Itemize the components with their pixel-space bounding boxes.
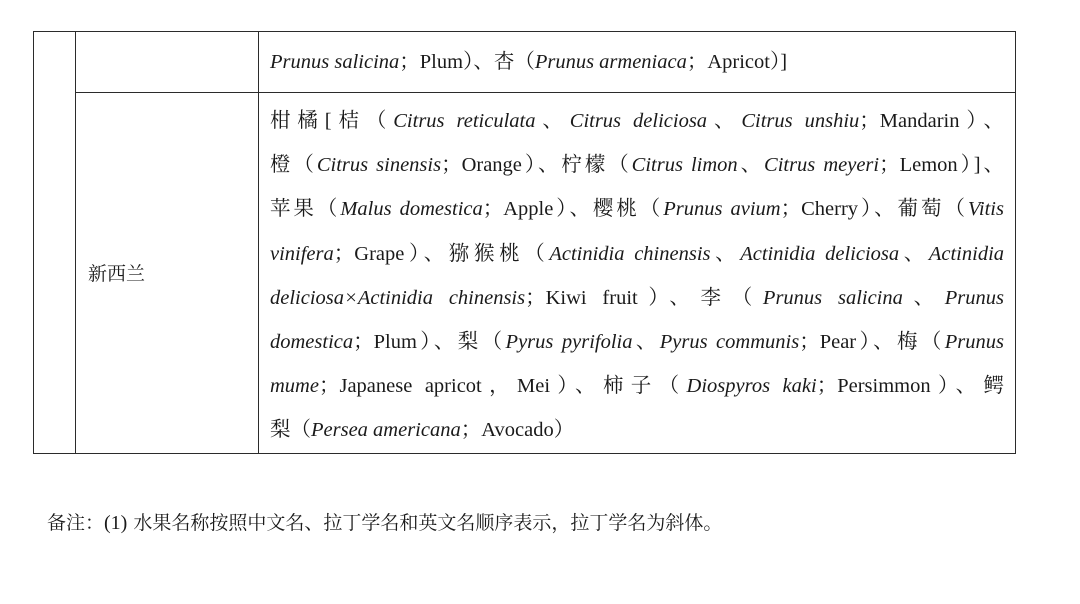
fruit-text: ；Apple）、樱桃（ <box>482 198 664 221</box>
latin-name: vinifera <box>270 242 334 265</box>
fruit-text: ；Orange）、柠檬（ <box>441 154 632 177</box>
latin-name: Prunus armeniaca <box>534 51 687 73</box>
fruit-list-line <box>270 408 1004 452</box>
fruit-text: 、 <box>710 242 741 265</box>
fruit-list-line <box>270 364 1004 408</box>
fruit-text: ；Lemon）]、 <box>879 154 1005 177</box>
country-cell: 新西兰 <box>76 93 259 454</box>
fruit-import-table <box>33 31 1016 454</box>
note-text: 水果名称按照中文名、拉丁学名和英文名顺序表示，拉丁学名为斜体。 <box>127 512 723 534</box>
note-number: (1) <box>104 512 128 534</box>
fruit-text: ；Cherry）、葡萄（ <box>780 198 968 221</box>
fruit-text: 、 <box>737 154 765 177</box>
latin-name: Citrus reticulata <box>393 110 536 132</box>
latin-name: Prunus salicina <box>762 286 903 309</box>
latin-name: Prunus avium <box>663 198 781 221</box>
fruit-text: 、 <box>707 110 742 132</box>
fruit-text: ；Mandarin）、 <box>859 110 1005 132</box>
table-row <box>34 93 1016 454</box>
latin-name: mume <box>270 375 319 398</box>
fruit-list-line <box>270 99 1004 143</box>
latin-name: Persea americana <box>311 419 461 442</box>
fruit-text: ；Plum）、梨（ <box>353 331 506 354</box>
fruit-text: ；Japanese apricot，Mei）、柿子（ <box>318 375 687 398</box>
latin-name: Prunus salicina <box>270 51 400 73</box>
fruit-text: 、 <box>632 331 660 354</box>
latin-name: Actinidia deliciosa <box>740 242 900 265</box>
latin-name: Diospyros kaki <box>686 375 817 398</box>
fruit-text: 橙（ <box>270 154 317 177</box>
latin-name: Vitis <box>967 198 1004 221</box>
latin-name: Citrus deliciosa <box>569 110 708 132</box>
latin-name: Citrus sinensis <box>316 154 442 177</box>
fruit-text: ；Pear）、梅（ <box>799 331 945 354</box>
fruit-text: 苹果（ <box>270 198 341 221</box>
latin-name: Citrus unshiu <box>741 110 860 132</box>
latin-name: Pyrus pyrifolia <box>505 331 633 354</box>
fruit-list-line <box>270 42 1004 82</box>
fruit-text: ；Grape）、猕猴桃（ <box>333 242 550 265</box>
fruit-list-line <box>270 187 1004 231</box>
fruit-list-line <box>270 320 1004 364</box>
latin-name: Citrus limon <box>631 154 738 177</box>
latin-name: Prunus <box>944 331 1004 354</box>
latin-name: Prunus <box>944 286 1005 309</box>
fruit-text: 、 <box>535 110 570 132</box>
fruit-text: 、 <box>902 286 945 309</box>
latin-name: Actinidia chinensis <box>549 242 711 265</box>
table-row <box>34 32 1016 93</box>
latin-name: deliciosa×Actinidia chinensis <box>270 286 526 309</box>
fruit-text: ；Avocado） <box>460 419 575 442</box>
fruit-list-line <box>270 276 1004 320</box>
fruit-list-cell <box>259 93 1016 454</box>
fruit-list-cell <box>259 32 1016 93</box>
latin-name: Actinidia <box>928 242 1005 265</box>
fruit-text: ；Persimmon）、鳄 <box>816 375 1004 398</box>
latin-name: domestica <box>270 331 354 354</box>
fruit-text: ；Plum）、杏（ <box>399 51 535 73</box>
latin-name: Malus domestica <box>340 198 483 221</box>
note-prefix: 备注： <box>47 512 105 534</box>
fruit-text: 、 <box>899 242 929 265</box>
latin-name: Pyrus communis <box>659 331 800 354</box>
fruit-list-line <box>270 232 1004 276</box>
latin-name: Citrus meyeri <box>764 154 880 177</box>
footnote <box>47 508 722 535</box>
fruit-text: 柑橘[桔（ <box>270 110 394 132</box>
fruit-text: ；Apricot）] <box>686 51 788 73</box>
country-cell <box>76 32 259 93</box>
fruit-text: 梨（ <box>270 419 311 442</box>
fruit-list-line <box>270 143 1004 187</box>
fruit-text: ；Kiwi fruit）、李（ <box>525 286 763 309</box>
index-cell <box>34 32 76 454</box>
